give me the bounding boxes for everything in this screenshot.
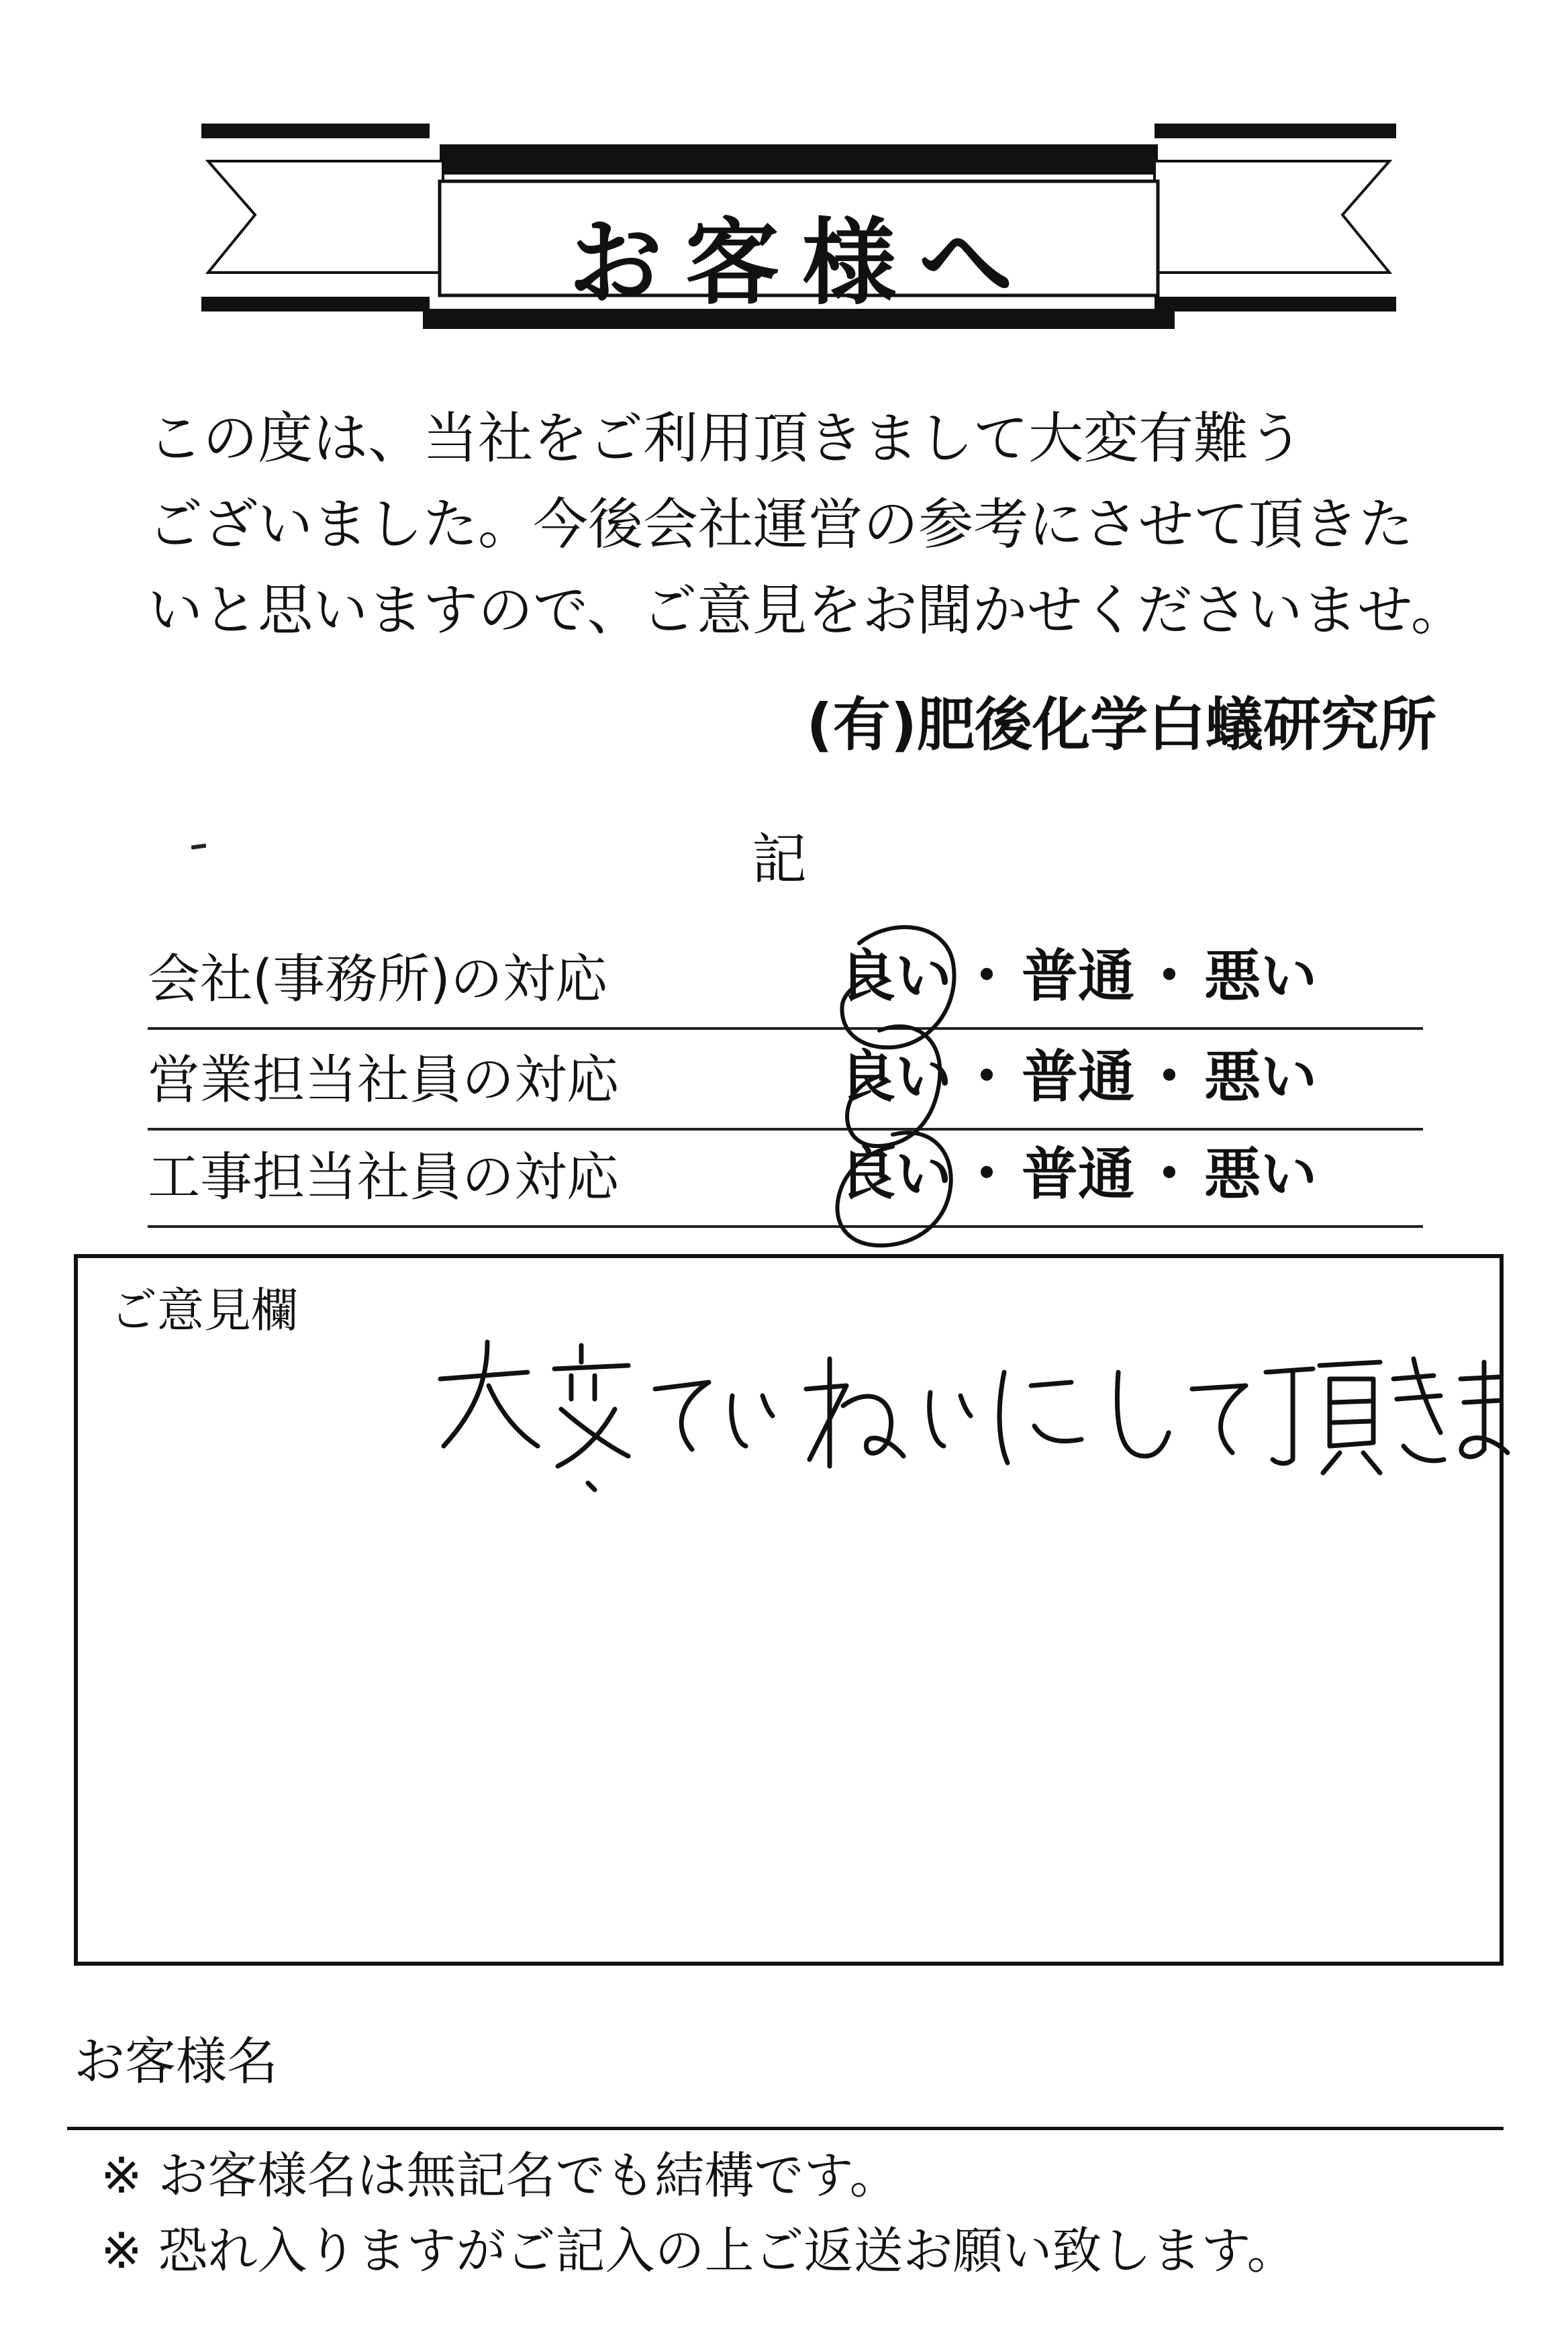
customer-name-label: お客様名	[74, 2031, 278, 2091]
opinion-label: ご意見欄	[110, 1283, 298, 1338]
option-good[interactable]: 良い	[839, 1141, 952, 1207]
evaluation-row-sales	[148, 1031, 1423, 1131]
evaluation-label: 工事担当社員の対応	[148, 1147, 620, 1208]
option-separator: ・	[1141, 1044, 1198, 1110]
option-normal[interactable]: 普通	[1022, 1141, 1135, 1207]
evaluation-row-construction	[148, 1128, 1423, 1228]
selection-circle-mark	[819, 1114, 960, 1249]
intro-text	[148, 396, 1466, 654]
option-separator: ・	[1141, 943, 1198, 1009]
option-separator: ・	[959, 1141, 1016, 1207]
evaluation-label: 営業担当社員の対応	[148, 1050, 620, 1110]
option-separator: ・	[959, 1044, 1016, 1110]
intro-line: いと思いますので、ご意見をお聞かせくださいませ。	[148, 579, 1466, 642]
customer-name-field[interactable]	[67, 2127, 1504, 2130]
option-normal[interactable]: 普通	[1022, 1044, 1135, 1110]
opinion-box[interactable]	[74, 1254, 1504, 1966]
handwritten-comment	[427, 1332, 1514, 1493]
intro-line: ございました。今後会社運営の参考にさせて頂きた	[148, 493, 1414, 557]
option-normal[interactable]: 普通	[1022, 943, 1135, 1009]
note-line: ※ 恐れ入りますがご記入の上ご返送お願い致します。	[101, 2222, 1297, 2280]
page-title: お客様へ	[568, 207, 1036, 318]
evaluation-row-office	[148, 930, 1423, 1030]
option-good[interactable]: 良い	[839, 943, 952, 1009]
option-good[interactable]: 良い	[839, 1044, 952, 1110]
note-line: ※ お客様名は無記名でも結構です。	[101, 2147, 899, 2205]
evaluation-label: 会社(事務所)の対応	[148, 949, 607, 1010]
notes	[101, 2138, 1297, 2289]
option-bad[interactable]: 悪い	[1204, 943, 1318, 1009]
stray-mark	[191, 843, 207, 849]
option-bad[interactable]: 悪い	[1204, 1044, 1318, 1110]
section-heading: 記	[752, 828, 807, 892]
company-name: (有)肥後化学白蟻研究所	[806, 691, 1436, 759]
option-separator: ・	[959, 943, 1016, 1009]
option-bad[interactable]: 悪い	[1204, 1141, 1318, 1207]
option-separator: ・	[1141, 1141, 1198, 1207]
intro-line: この度は、当社をご利用頂きまして大変有難う	[148, 407, 1304, 471]
